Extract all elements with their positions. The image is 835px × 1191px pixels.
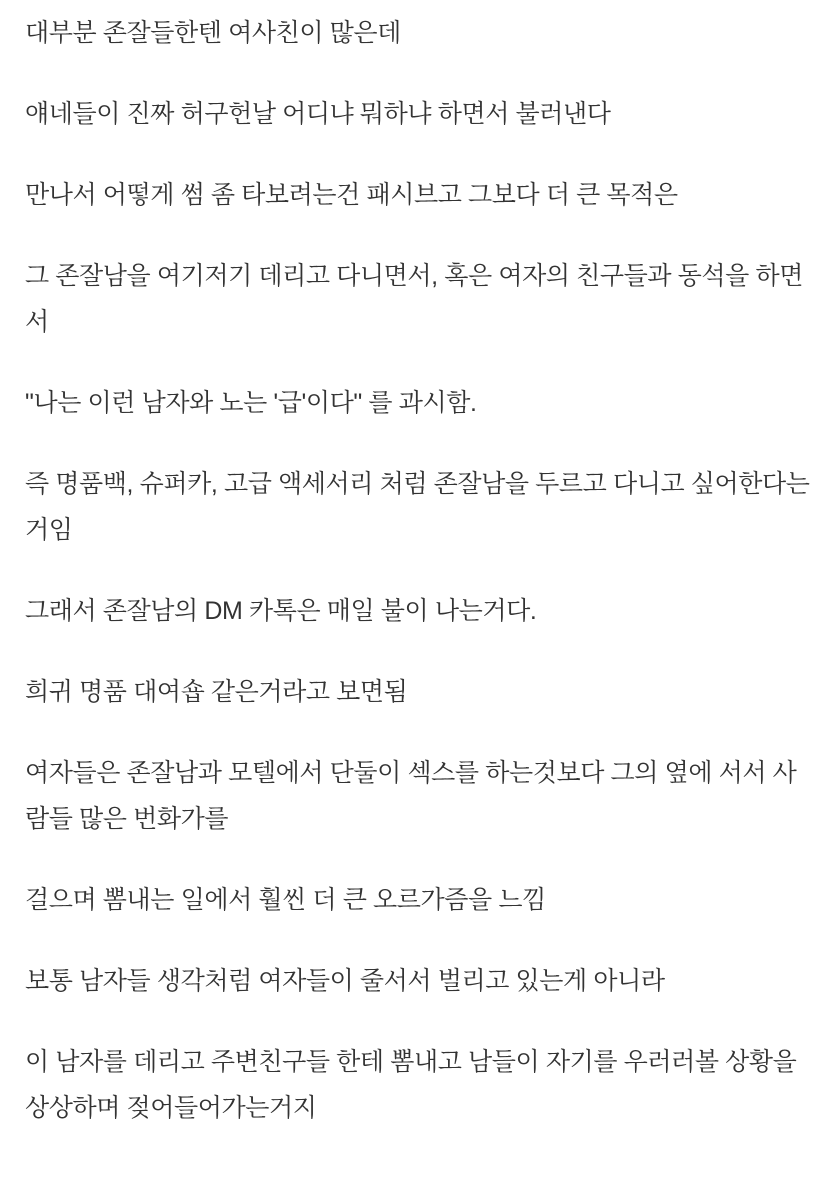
post-paragraph: 이 남자를 데리고 주변친구들 한테 뽐내고 남들이 자기를 우러러볼 상황을 상상하며 젖어들어가는거지 (25, 1048, 797, 1122)
post-paragraph: 그래서 존잘남의 DM 카톡은 매일 불이 나는거다. (25, 597, 537, 625)
post-paragraph: 희귀 명품 대여숍 같은거라고 보면됨 (25, 678, 408, 706)
post-paragraph: 얘네들이 진짜 허구헌날 어디냐 뭐하냐 하면서 불러낸다 (25, 100, 611, 128)
post-paragraph: 여자들은 존잘남과 모텔에서 단둘이 섹스를 하는것보다 그의 옆에 서서 사람들 많은 번화가를 (25, 759, 797, 833)
post-paragraph: 걸으며 뽐내는 일에서 훨씬 더 큰 오르가즘을 느낌 (25, 886, 546, 914)
post-paragraph: 만나서 어떻게 썸 좀 타보려는건 패시브고 그보다 더 큰 목적은 (25, 181, 678, 209)
post-paragraph: 그 존잘남을 여기저기 데리고 다니면서, 혹은 여자의 친구들과 동석을 하면서 (25, 262, 803, 336)
post-paragraph: 즉 명품백, 슈퍼카, 고급 액세서리 처럼 존잘남을 두르고 다니고 싶어한다는 거임 (25, 470, 810, 544)
post-paragraph: 대부분 존잘들한텐 여사친이 많은데 (25, 19, 401, 47)
post-paragraph: 보통 남자들 생각처럼 여자들이 줄서서 벌리고 있는게 아니라 (25, 967, 665, 995)
post-paragraph: "나는 이런 남자와 노는 '급'이다" 를 과시함. (25, 389, 477, 417)
